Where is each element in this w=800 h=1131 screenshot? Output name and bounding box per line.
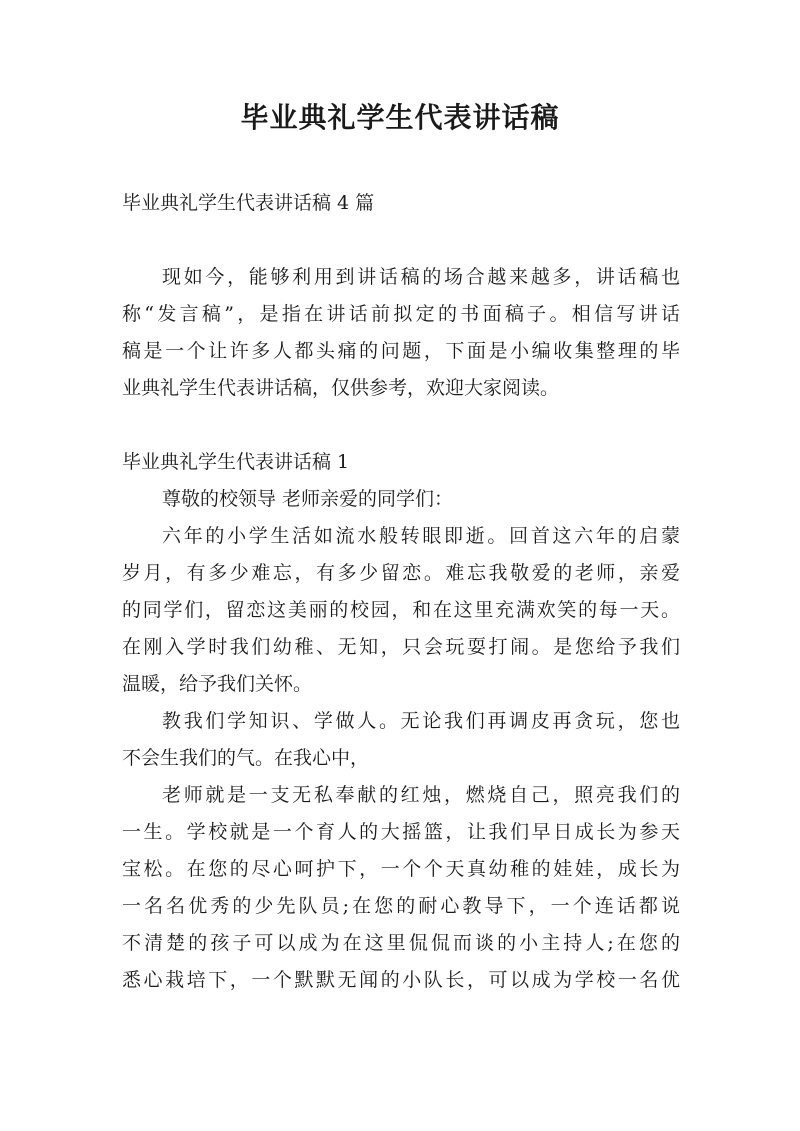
intro-paragraph <box>122 259 680 407</box>
paragraph-line: 一名名优秀的少先队员;在您的耐心教导下，一个连话都说 <box>122 895 680 917</box>
document-subtitle: 毕业典礼学生代表讲话稿 4 篇 <box>122 192 375 214</box>
document-body <box>122 185 680 999</box>
greeting: 尊敬的校领导 老师亲爱的同学们： <box>162 488 454 510</box>
paragraph-line: 不清楚的孩子可以成为在这里侃侃而谈的小主持人;在您的 <box>122 932 680 954</box>
spacer <box>122 407 680 444</box>
paragraph-line: 老师就是一支无私奉献的红烛，燃烧自己，照亮我们的 <box>162 784 680 806</box>
intro-line: 现如今，能够利用到讲话稿的场合越来越多，讲话稿也 <box>162 266 680 288</box>
paragraph-line: 一生。学校就是一个育人的大摇篮，让我们早日成长为参天 <box>122 821 680 843</box>
intro-line: 业典礼学生代表讲话稿，仅供参考，欢迎大家阅读。 <box>122 377 560 399</box>
paragraph-2 <box>122 703 680 777</box>
spacer <box>122 222 680 259</box>
paragraph-1 <box>122 518 680 703</box>
paragraph-line: 岁月，有多少难忘，有多少留恋。难忘我敬爱的老师，亲爱 <box>122 562 680 584</box>
section-heading: 毕业典礼学生代表讲话稿 1 <box>122 451 350 473</box>
paragraph-line: 悉心栽培下，一个默默无闻的小队长，可以成为学校一名优 <box>122 969 680 991</box>
paragraph-line: 不会生我们的气。在我心中， <box>122 747 370 769</box>
paragraph-line: 的同学们，留恋这美丽的校园，和在这里充满欢笑的每一天。 <box>122 599 680 621</box>
paragraph-3 <box>122 777 680 999</box>
paragraph-line: 宝松。在您的尽心呵护下，一个个天真幼稚的娃娃，成长为 <box>122 858 680 880</box>
document-title: 毕业典礼学生代表讲话稿 <box>240 101 560 134</box>
paragraph-line: 六年的小学生活如流水般转眼即逝。回首这六年的启蒙 <box>162 525 680 547</box>
paragraph-line: 温暖，给予我们关怀。 <box>122 673 313 695</box>
paragraph-line: 在刚入学时我们幼稚、无知，只会玩耍打闹。是您给予我们 <box>122 636 680 658</box>
paragraph-line: 教我们学知识、学做人。无论我们再调皮再贪玩，您也 <box>162 710 680 732</box>
intro-line: 称“发言稿”，是指在讲话前拟定的书面稿子。相信写讲话 <box>122 303 680 325</box>
intro-line: 稿是一个让许多人都头痛的问题，下面是小编收集整理的毕 <box>122 340 680 362</box>
